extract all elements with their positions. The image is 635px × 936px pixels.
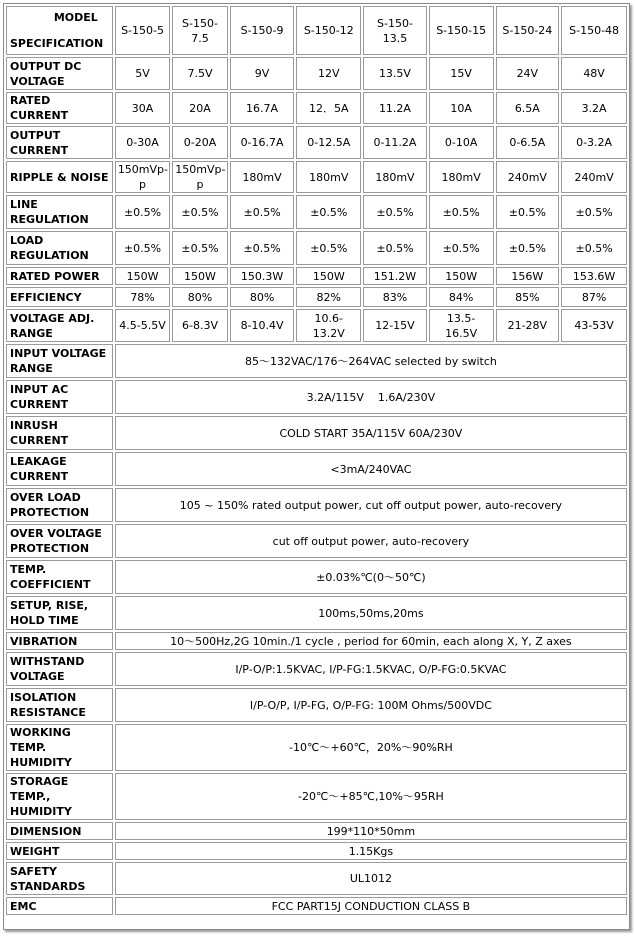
spec-row-shared <box>6 724 627 771</box>
spec-value: 0-12.5A <box>296 126 361 159</box>
spec-row-shared <box>6 380 627 414</box>
spec-label: TEMP. COEFFICIENT <box>6 560 113 594</box>
spec-row <box>6 57 627 90</box>
spec-value: 150.3W <box>230 267 295 285</box>
spec-label: WEIGHT <box>6 842 113 860</box>
spec-value: 13.5V <box>363 57 427 90</box>
spec-row-shared <box>6 344 627 378</box>
spec-value: ±0.5% <box>363 231 427 265</box>
spec-value-shared: <3mA/240VAC <box>115 452 627 486</box>
spec-value: ±0.5% <box>363 195 427 229</box>
spec-row <box>6 92 627 124</box>
specification-label: SPECIFICATION <box>10 36 104 50</box>
spec-value-shared: -20℃～+85℃,10%～95RH <box>115 773 627 820</box>
spec-label: OVER VOLTAGE PROTECTION <box>6 524 113 558</box>
spec-value: ±0.5% <box>172 195 227 229</box>
spec-value: ±0.5% <box>230 195 295 229</box>
spec-value-shared: I/P-O/P, I/P-FG, O/P-FG: 100M Ohms/500VDC <box>115 688 627 722</box>
spec-label: INPUT AC CURRENT <box>6 380 113 414</box>
spec-value: 0-20A <box>172 126 227 159</box>
spec-row <box>6 195 627 229</box>
spec-row-shared <box>6 488 627 522</box>
spec-value: 48V <box>561 57 627 90</box>
spec-label: OUTPUT DC VOLTAGE <box>6 57 113 90</box>
spec-value: 0-6.5A <box>496 126 560 159</box>
model-header: S-150-5 <box>115 6 170 55</box>
spec-value: ±0.5% <box>115 231 170 265</box>
spec-value: 16.7A <box>230 92 295 124</box>
spec-label: LINE REGULATION <box>6 195 113 229</box>
spec-value: 7.5V <box>172 57 227 90</box>
spec-value: 8-10.4V <box>230 309 295 342</box>
spec-value: 0-11.2A <box>363 126 427 159</box>
spec-value: 5V <box>115 57 170 90</box>
spec-value: 0-30A <box>115 126 170 159</box>
spec-value: 6-8.3V <box>172 309 227 342</box>
spec-value: 83% <box>363 287 427 307</box>
spec-value: 24V <box>496 57 560 90</box>
spec-row-shared <box>6 596 627 630</box>
spec-value: ±0.5% <box>496 231 560 265</box>
spec-value: 6.5A <box>496 92 560 124</box>
spec-value: 43-53V <box>561 309 627 342</box>
spec-value: 156W <box>496 267 560 285</box>
spec-row-shared <box>6 632 627 650</box>
spec-label: RIPPLE & NOISE <box>6 161 113 193</box>
spec-value-shared: 1.15Kgs <box>115 842 627 860</box>
spec-value: 150W <box>115 267 170 285</box>
spec-value: 15V <box>429 57 494 90</box>
spec-row-shared <box>6 688 627 722</box>
spec-label: LEAKAGE CURRENT <box>6 452 113 486</box>
spec-value: 84% <box>429 287 494 307</box>
spec-value: 85% <box>496 287 560 307</box>
spec-label: INRUSH CURRENT <box>6 416 113 450</box>
spec-value: ±0.5% <box>230 231 295 265</box>
spec-value: ±0.5% <box>296 231 361 265</box>
model-header: S-150-24 <box>496 6 560 55</box>
spec-label: STORAGE TEMP., HUMIDITY <box>6 773 113 820</box>
spec-value: 13.5-16.5V <box>429 309 494 342</box>
spec-value: 151.2W <box>363 267 427 285</box>
spec-label: DIMENSION <box>6 822 113 840</box>
spec-value: 150W <box>429 267 494 285</box>
spec-value: 150W <box>172 267 227 285</box>
spec-value-shared: cut off output power, auto-recovery <box>115 524 627 558</box>
spec-value-shared: 105 ~ 150% rated output power, cut off output power, auto-recovery <box>115 488 627 522</box>
spec-row <box>6 309 627 342</box>
model-header: S-150-9 <box>230 6 295 55</box>
spec-row-shared <box>6 452 627 486</box>
spec-value-shared: UL1012 <box>115 862 627 895</box>
spec-value: 180mV <box>296 161 361 193</box>
spec-label: OVER LOAD PROTECTION <box>6 488 113 522</box>
spec-value: 80% <box>230 287 295 307</box>
spec-row-shared <box>6 524 627 558</box>
spec-value-shared: I/P-O/P:1.5KVAC, I/P-FG:1.5KVAC, O/P-FG:0.5KVAC <box>115 652 627 686</box>
spec-label: SETUP, RISE, HOLD TIME <box>6 596 113 630</box>
spec-value: 150W <box>296 267 361 285</box>
spec-value: 180mV <box>429 161 494 193</box>
spec-value: ±0.5% <box>429 195 494 229</box>
spec-value: 240mV <box>561 161 627 193</box>
header-label-stack <box>10 10 110 52</box>
spec-value: 180mV <box>230 161 295 193</box>
spec-value-shared: COLD START 35A/115V 60A/230V <box>115 416 627 450</box>
spec-value: ±0.5% <box>172 231 227 265</box>
spec-value: 0-3.2A <box>561 126 627 159</box>
spec-value: 87% <box>561 287 627 307</box>
spec-table-frame <box>3 3 630 930</box>
spec-value: ±0.5% <box>115 195 170 229</box>
spec-value: ±0.5% <box>561 195 627 229</box>
spec-row-shared <box>6 822 627 840</box>
spec-value: 82% <box>296 287 361 307</box>
spec-row-shared <box>6 897 627 915</box>
spec-value: 11.2A <box>363 92 427 124</box>
spec-value: ±0.5% <box>496 195 560 229</box>
spec-row <box>6 231 627 265</box>
spec-label: SAFETY STANDARDS <box>6 862 113 895</box>
spec-label: LOAD REGULATION <box>6 231 113 265</box>
model-header: S-150-13.5 <box>363 6 427 55</box>
spec-row-shared <box>6 560 627 594</box>
spec-row-shared <box>6 652 627 686</box>
spec-value: 12-15V <box>363 309 427 342</box>
spec-value: 4.5-5.5V <box>115 309 170 342</box>
spec-value: 150mVp-p <box>172 161 227 193</box>
spec-value: 12V <box>296 57 361 90</box>
spec-value: 153.6W <box>561 267 627 285</box>
spec-value-shared: 10～500Hz,2G 10min./1 cycle , period for 60min, each along X, Y, Z axes <box>115 632 627 650</box>
spec-label: WORKING TEMP. HUMIDITY <box>6 724 113 771</box>
spec-value: 0-16.7A <box>230 126 295 159</box>
spec-value-shared: 100ms,50ms,20ms <box>115 596 627 630</box>
spec-value: 9V <box>230 57 295 90</box>
spec-label: RATED POWER <box>6 267 113 285</box>
spec-value: 20A <box>172 92 227 124</box>
spec-value: 21-28V <box>496 309 560 342</box>
spec-label: OUTPUT CURRENT <box>6 126 113 159</box>
spec-row <box>6 126 627 159</box>
spec-row-shared <box>6 862 627 895</box>
spec-row <box>6 267 627 285</box>
spec-row <box>6 161 627 193</box>
spec-value-shared: 199*110*50mm <box>115 822 627 840</box>
spec-value-shared: FCC PART15J CONDUCTION CLASS B <box>115 897 627 915</box>
model-label: MODEL <box>53 10 98 24</box>
spec-value: ±0.5% <box>561 231 627 265</box>
spec-value-shared: 3.2A/115V 1.6A/230V <box>115 380 627 414</box>
spec-label: WITHSTAND VOLTAGE <box>6 652 113 686</box>
table-body <box>6 6 627 915</box>
header-label-cell <box>6 6 113 55</box>
spec-value: 10A <box>429 92 494 124</box>
spec-value: 12．5A <box>296 92 361 124</box>
spec-value: 80% <box>172 287 227 307</box>
spec-label: EFFICIENCY <box>6 287 113 307</box>
spec-value: 240mV <box>496 161 560 193</box>
spec-row-shared <box>6 416 627 450</box>
spec-value: 0-10A <box>429 126 494 159</box>
model-header: S-150-12 <box>296 6 361 55</box>
specification-table <box>4 4 629 917</box>
spec-value: 78% <box>115 287 170 307</box>
spec-row-shared <box>6 773 627 820</box>
spec-label: RATED CURRENT <box>6 92 113 124</box>
spec-value: ±0.5% <box>296 195 361 229</box>
spec-value-shared: 85～132VAC/176～264VAC selected by switch <box>115 344 627 378</box>
spec-label: VIBRATION <box>6 632 113 650</box>
spec-label: INPUT VOLTAGE RANGE <box>6 344 113 378</box>
spec-label: EMC <box>6 897 113 915</box>
model-header: S-150-15 <box>429 6 494 55</box>
model-header: S-150-7.5 <box>172 6 227 55</box>
spec-label: VOLTAGE ADJ. RANGE <box>6 309 113 342</box>
header-row <box>6 6 627 55</box>
spec-label: ISOLATION RESISTANCE <box>6 688 113 722</box>
model-header: S-150-48 <box>561 6 627 55</box>
spec-value: 180mV <box>363 161 427 193</box>
spec-value-shared: ±0.03%℃(0～50℃) <box>115 560 627 594</box>
spec-value: 3.2A <box>561 92 627 124</box>
spec-value-shared: -10℃～+60℃，20%～90%RH <box>115 724 627 771</box>
spec-value: 10.6-13.2V <box>296 309 361 342</box>
spec-value: 30A <box>115 92 170 124</box>
spec-value: 150mVp-p <box>115 161 170 193</box>
spec-row-shared <box>6 842 627 860</box>
spec-value: ±0.5% <box>429 231 494 265</box>
spec-row <box>6 287 627 307</box>
